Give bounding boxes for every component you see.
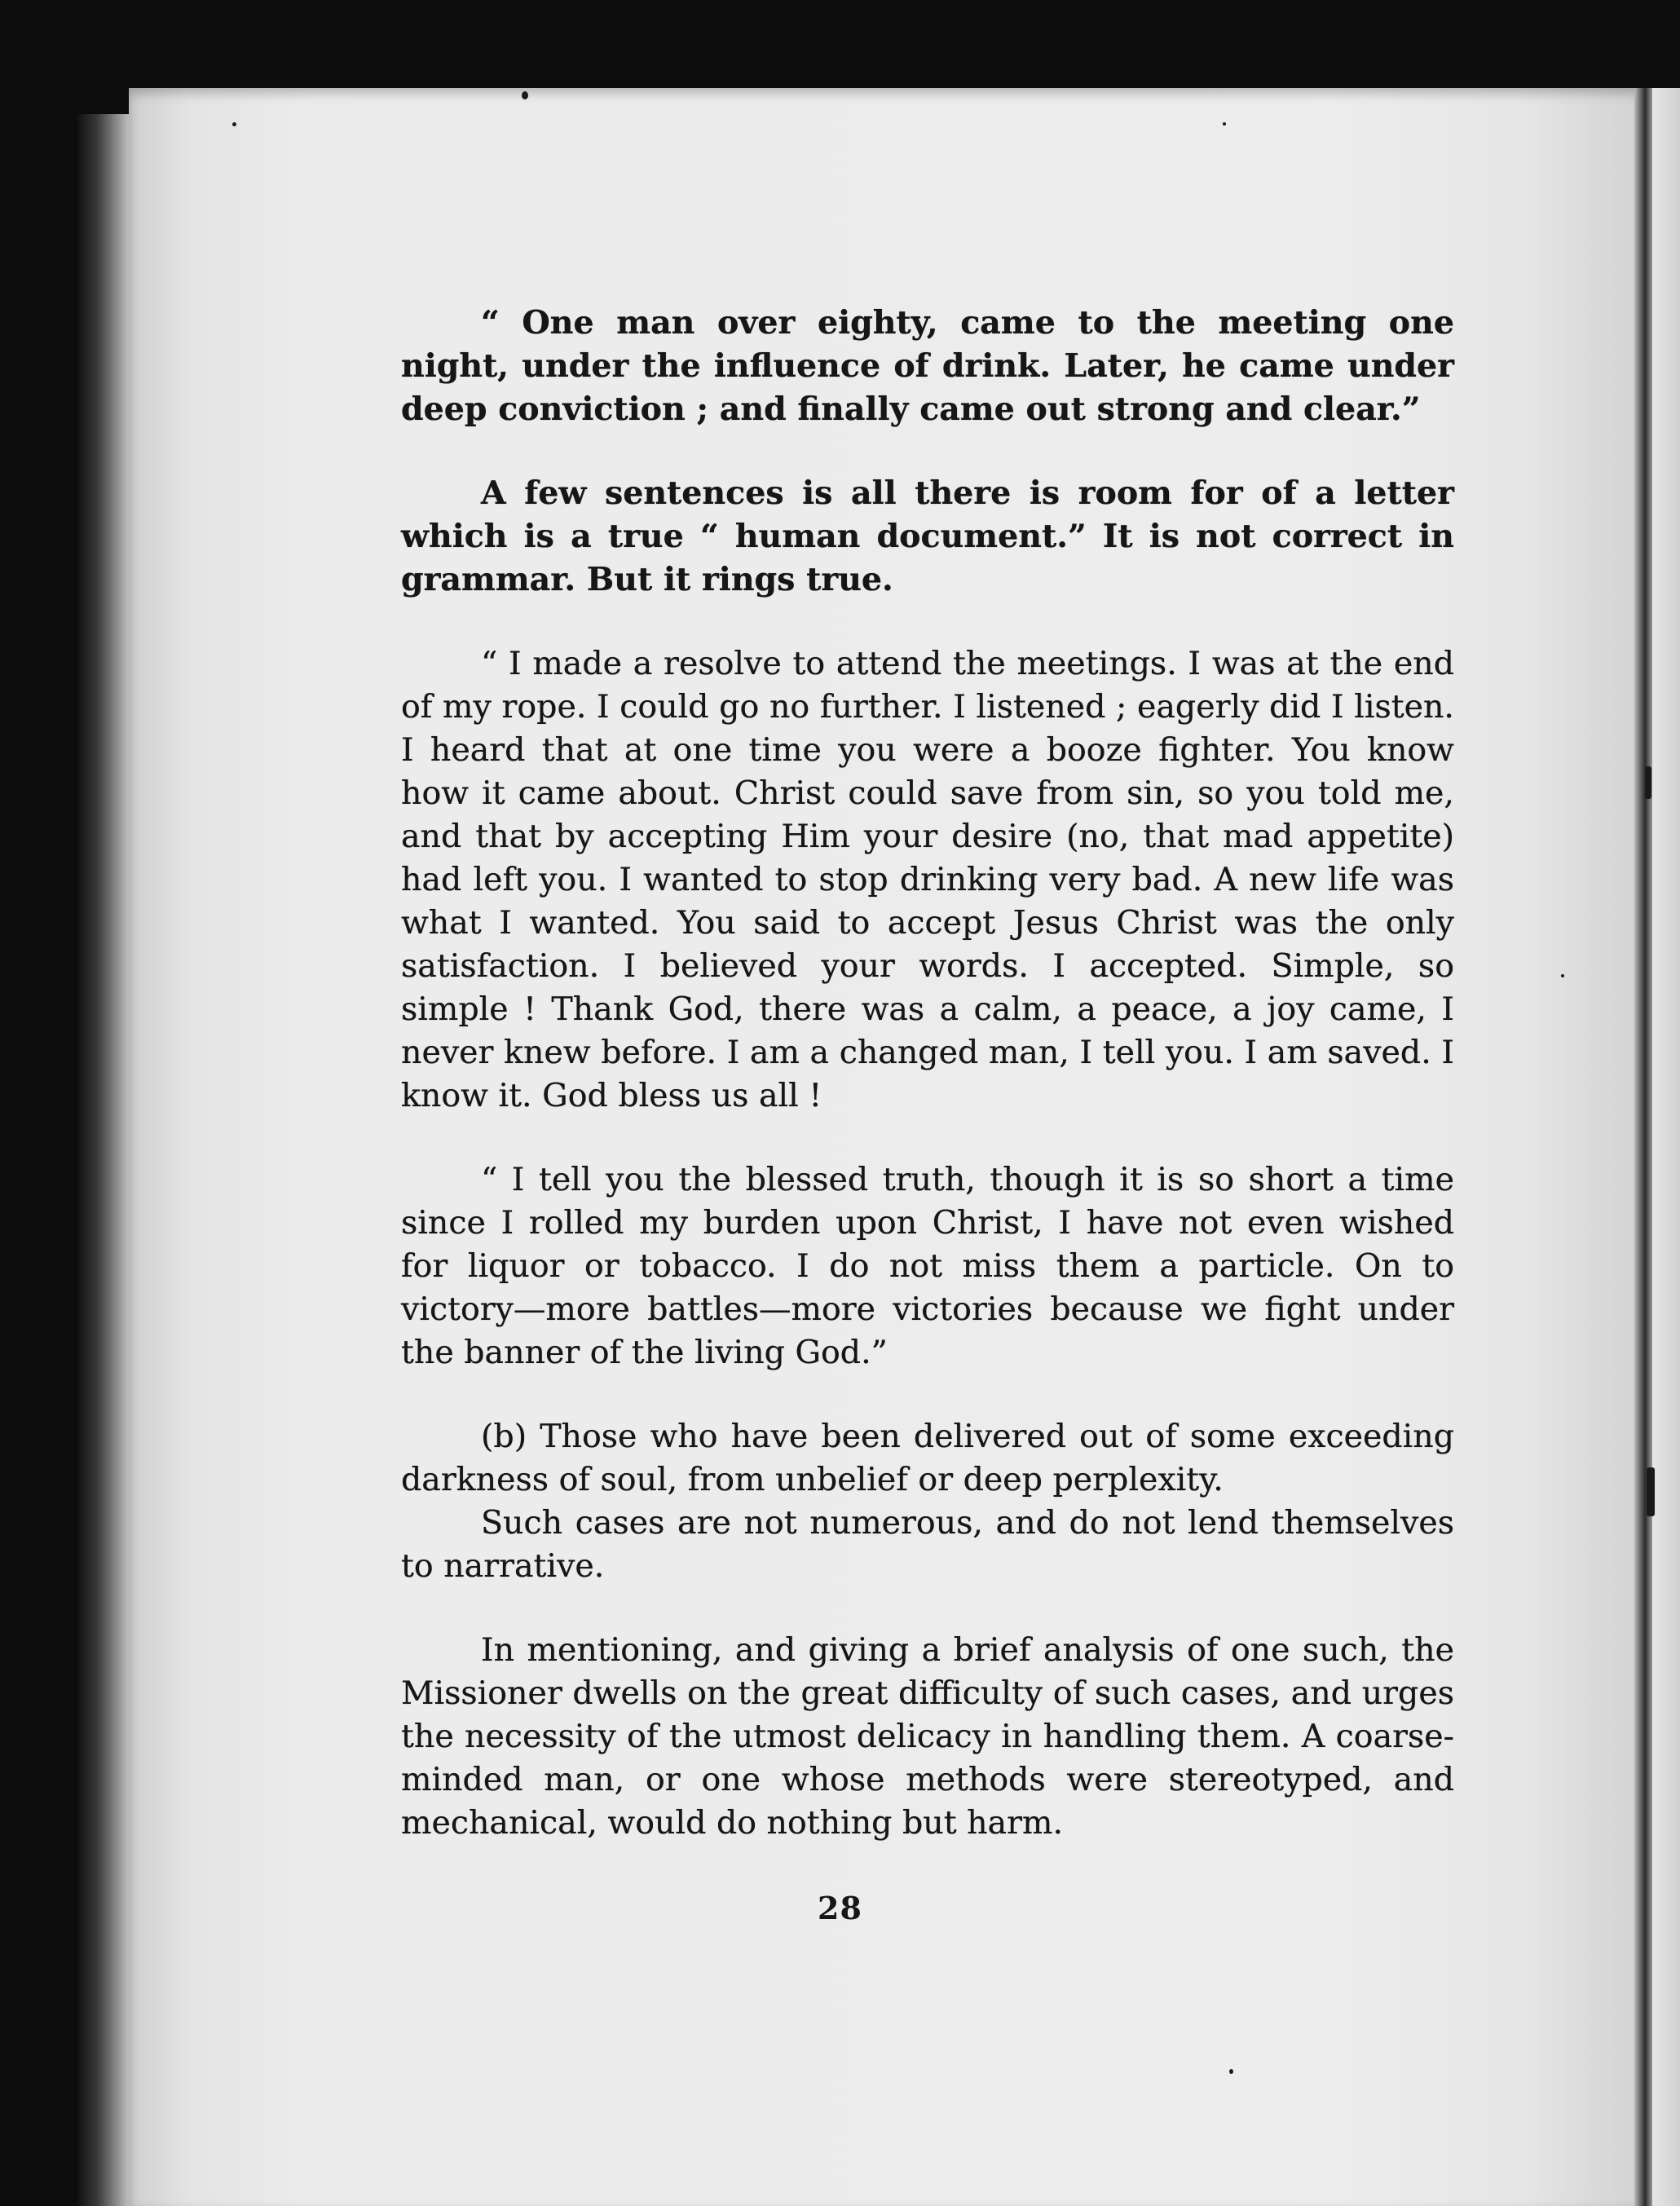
paragraph-quote-eighty: “ One man over eighty, came to the meeting one night, under the influence of drink. Later, he came under deep conviction ; and finally came out strong and clear.” [401, 304, 1454, 428]
scan-speck [232, 122, 236, 126]
paragraph-blessed-truth: “ I tell you the blessed truth, though it is so short a time since I rolled my burden upon Christ, I have not even wished for liquor or tobacco. I do not miss them a particle. On to victory—more battles—more victories because we fight under the banner of the living God.” [401, 1161, 1454, 1371]
paragraph-item-b: (b) Those who have been delivered out of some exceeding darkness of soul, from unbelief or deep perplexity. [401, 1418, 1454, 1498]
scan-speck [1223, 122, 1226, 126]
scan-speck [1561, 974, 1564, 977]
paragraph-missioner: In mentioning, and giving a brief analysis of one such, the Missioner dwells on the great difficulty of such cases, and urges the necessity of the utmost delicacy in handling them. A coarse-minded man, or one whose methods were stereotyped, and mechanical, would do nothing but harm. [401, 1631, 1454, 1842]
scan-speck [1229, 2069, 1233, 2074]
paragraph-such-cases: Such cases are not numerous, and do not lend themselves to narrative. [401, 1504, 1454, 1585]
scan-speck [1645, 766, 1651, 799]
page-edge-right [1634, 88, 1652, 2206]
page-edge-right-outer [1652, 88, 1680, 2206]
paragraph-letter-quote: “ I made a resolve to attend the meetings. I was at the end of my rope. I could go no further. I listened ; eagerly did I listen. I heard that at one time you were a booze fighter. You know how it came about. Christ could save from sin, so you told me, and that by accepting Him your desire (no, that mad appetite) had left you. I wanted to stop drinking very bad. A new life was what I wanted. You said to accept Jesus Christ was the only satisfaction. I believed your words. I accepted. Simple, so simple ! Thank God, there was a calm, a peace, a joy came, I never knew before. I am a changed man, I tell you. I am saved. I know it. God bless us all ! [401, 645, 1454, 1114]
body-text [401, 302, 1454, 1845]
page-number: 28 [818, 1890, 862, 1926]
scan-speck [1647, 1467, 1655, 1516]
paragraph-human-document: A few sentences is all there is room for of a letter which is a true “ human document.” It is not correct in grammar. But it rings true. [401, 474, 1454, 598]
scan-speck [522, 91, 528, 99]
